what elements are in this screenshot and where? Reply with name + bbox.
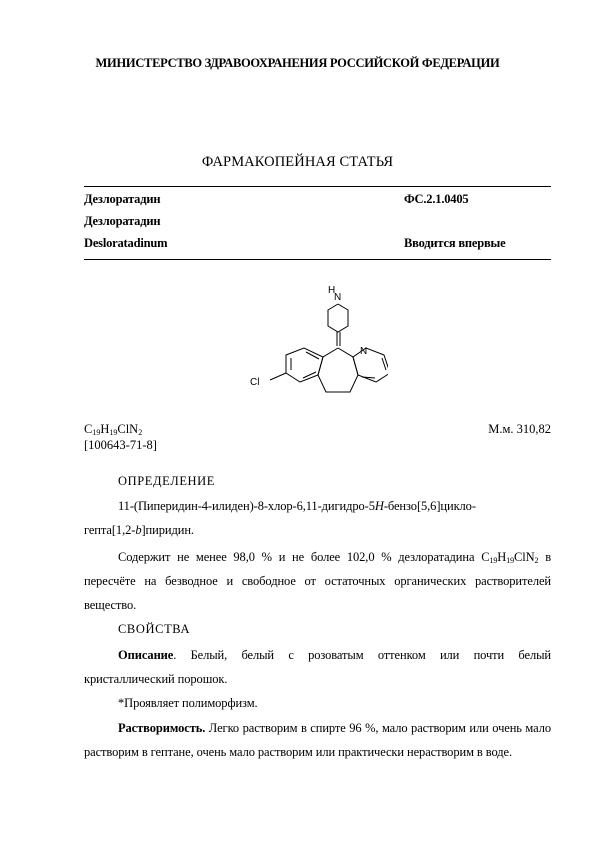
bottom-rule <box>84 259 551 260</box>
article-code: ФС.2.1.0405 <box>404 192 469 206</box>
definition-paragraph: 11-(Пиперидин-4-илиден)-8-хлор-6,11-дигидро-5H-бензо[5,6]цикло- гепта[1,2-b]пиридин. <box>84 499 476 537</box>
name-latin: Desloratadinum <box>84 236 168 250</box>
article-title: ФАРМАКОПЕЙНАЯ СТАТЬЯ <box>201 154 394 170</box>
ministry-heading: МИНИСТЕРСТВО ЗДРАВООХРАНЕНИЯ РОССИЙСКОЙ ФЕДЕРАЦИИ <box>95 56 500 70</box>
cas-number: [100643-71-8] <box>84 438 157 452</box>
structural-formula <box>238 278 388 410</box>
properties-heading: СВОЙСТВА <box>118 622 191 636</box>
atom-n-top-label: N <box>334 292 342 303</box>
piperidine-ring <box>328 304 348 332</box>
pyridine-ring <box>353 348 388 382</box>
name-russian-2: Дезлоратадин <box>84 214 161 228</box>
benzene-inner-3 <box>306 352 319 359</box>
benzene-inner-2 <box>303 372 316 378</box>
cycloheptane-ring <box>318 348 358 392</box>
top-rule <box>84 186 551 187</box>
solubility-label: Растворимость. <box>118 721 206 735</box>
description-label: Описание <box>118 648 174 662</box>
molecular-formula: $C_{19}H_{19}ClN_2$ <box>84 422 143 437</box>
molecular-mass: М.м. 310,82 <box>488 422 551 436</box>
atom-n-ring-label: N <box>360 346 368 357</box>
name-russian-1: Дезлоратадин <box>84 192 161 206</box>
content-paragraph: Содержит не менее 98,0 % и не более 102,0 % дезлоратадина $C_{19}H_{19}ClN_2$ в пересчёте на безводное и свободное от остаточных органических растворителей вещество. <box>84 550 552 612</box>
status-text: Вводится впервые <box>404 236 506 250</box>
solubility-paragraph: Растворимость. Легко растворим в спирте 96 %, мало растворим или очень мало растворим в гептане, очень мало растворим или практически нерастворим в воде. <box>84 721 551 759</box>
chloro-bond <box>270 373 286 380</box>
description-paragraph: Описание. Белый, белый с розоватым оттенком или почти белый кристаллический порошок. <box>84 648 551 686</box>
definition-heading: ОПРЕДЕЛЕНИЕ <box>118 474 216 488</box>
atom-h-label: H <box>328 285 336 296</box>
polymorphism-note: *Проявляет полиморфизм. <box>118 696 258 710</box>
atom-cl-label: Cl <box>250 377 260 388</box>
